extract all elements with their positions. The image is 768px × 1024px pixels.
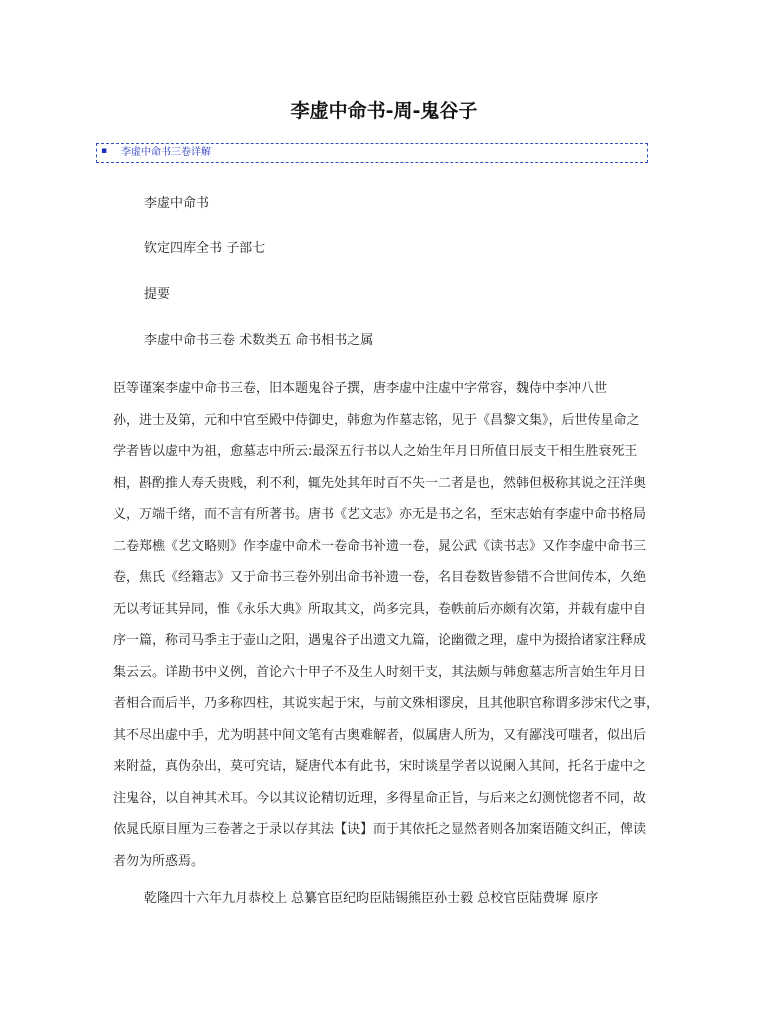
paragraph-row: 者勿为所惑焉。: [113, 853, 205, 869]
paragraph-row: 注鬼谷，以自神其术耳。今以其议论精切近理，多得星命正旨，与后来之幻测恍惚者不同，故: [113, 790, 647, 806]
paragraph-row: 卷，焦氏《经籍志》又于命书三卷外别出命书补遗一卷，名目卷数皆参错不合世间传本，久绝: [113, 570, 647, 585]
toc-link[interactable]: 李虚中命书三卷详解: [121, 147, 211, 158]
paragraph-row: 其不尽出虚中手，尤为明甚中间文笔有古奥难解者，似属唐人所为，又有鄙浅可嗤者，似出后: [113, 727, 647, 743]
paragraph-row: 孙，进士及第，元和中官至殿中侍御史，韩愈为作墓志铭，见于《昌黎文集》，后世传星命之: [113, 412, 640, 428]
paragraph-row: 集云云。详勘书中义例，首论六十甲子不及生人时刻干支，其法颇与韩愈墓志所言始生年月日: [113, 664, 647, 680]
paragraph-row: 者相合而后半，乃多称四柱，其说实起于宋，与前文殊相谬戾，且其他职官称谓多涉宋代之事，: [113, 696, 660, 711]
paragraph-row: 学者皆以虚中为祖，愈墓志中所云:最深五行书以人之始生年月日所值日辰支干相生胜衰死王: [113, 444, 638, 459]
paragraph-row: 依晁氏原目厘为三卷著之于录以存其法【诀】而于其依托之显然者则各加案语随文纠正，俾读: [113, 822, 647, 837]
paragraph-row: 义，万端千绪，而不言有所著书。唐书《艺文志》亦无是书之名，至宋志始有李虚中命书格局: [113, 507, 647, 522]
paragraph-row: 无以考证其异同，惟《永乐大典》所取其文，尚多完具，卷帙前后亦颇有次第，并载有虚中自: [113, 601, 647, 617]
collection-line: 钦定四库全书 子部七: [144, 241, 266, 256]
paragraph-row: 相，斟酌推人寿夭贵贱，利不利，辄先处其年时百不失一二者是也，然韩但极称其说之汪洋奥: [113, 475, 647, 491]
summary-paragraph: [113, 373, 665, 877]
paragraph-row: 序一篇，称司马季主于壶山之阳，遇鬼谷子出遗文九篇，论幽微之理，虚中为掇拾诸家注释成: [113, 633, 647, 648]
book-title-line: 李虚中命书: [144, 196, 210, 211]
paragraph-row: 来附益，真伪杂出，莫可究诘，疑唐代本有此书，宋时谈星学者以说阑入其间，托名于虚中之: [113, 759, 647, 774]
toc-box: [96, 143, 648, 163]
summary-heading: 提要: [144, 287, 171, 302]
document-title: 李虚中命书-周-鬼谷子: [290, 100, 478, 122]
paragraph-row: 二卷郑樵《艺文略则》作李虚中命术一卷命书补遗一卷，晁公武《读书志》又作李虚中命书三: [113, 538, 647, 554]
toc-bullet: ▪: [101, 146, 108, 156]
closing-line: 乾隆四十六年九月恭校上 总纂官臣纪昀臣陆锡熊臣孙士毅 总校官臣陆费墀 原序: [144, 891, 599, 906]
category-line: 李虚中命书三卷 术数类五 命书相书之属: [144, 333, 374, 348]
paragraph-row: 臣等谨案李虚中命书三卷，旧本题鬼谷子撰，唐李虚中注虚中字常容，魏侍中李冲八世: [113, 381, 608, 396]
